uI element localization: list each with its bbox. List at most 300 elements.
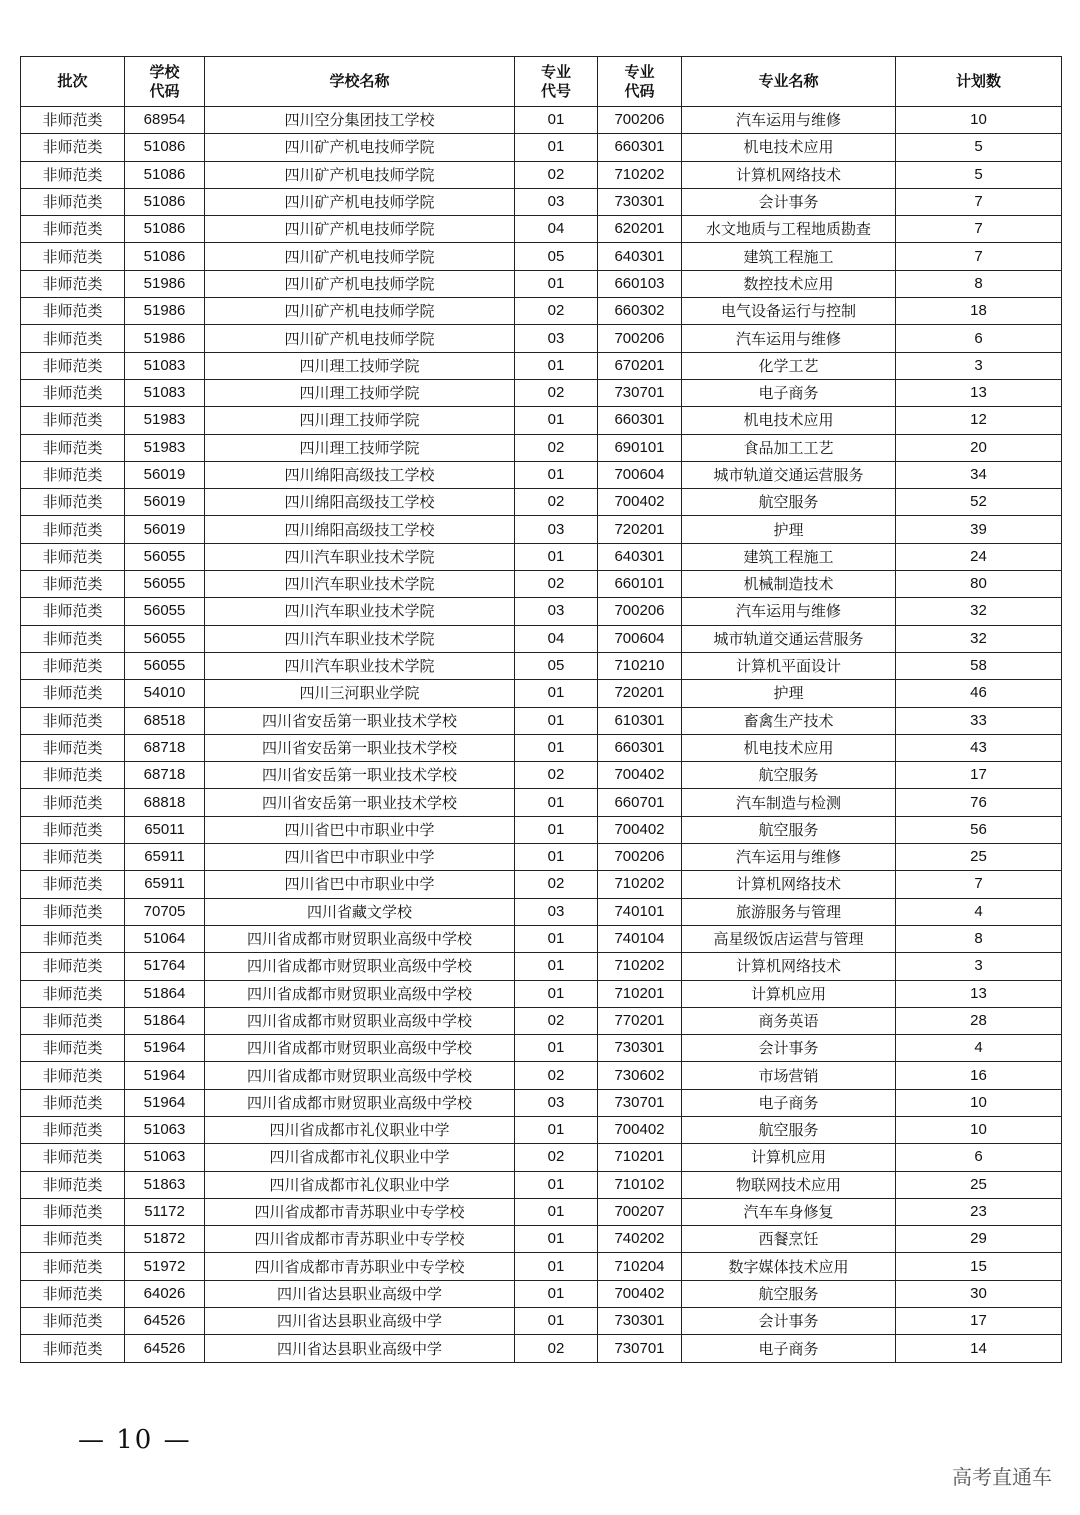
- cell-program-code: 700402: [598, 489, 682, 516]
- header-plan-count: 计划数: [896, 57, 1062, 107]
- cell-program-name: 数字媒体技术应用: [682, 1253, 896, 1280]
- cell-program-name: 护理: [682, 680, 896, 707]
- cell-school-name: 四川省安岳第一职业技术学校: [205, 734, 515, 761]
- cell-program-code: 740202: [598, 1226, 682, 1253]
- cell-batch: 非师范类: [21, 1007, 125, 1034]
- cell-plan-count: 4: [896, 898, 1062, 925]
- cell-plan-count: 32: [896, 625, 1062, 652]
- cell-school-code: 65011: [125, 816, 205, 843]
- cell-program-name: 电气设备运行与控制: [682, 298, 896, 325]
- cell-plan-count: 6: [896, 1144, 1062, 1171]
- cell-school-code: 51864: [125, 980, 205, 1007]
- cell-major-code: 01: [515, 1253, 598, 1280]
- cell-plan-count: 7: [896, 188, 1062, 215]
- cell-batch: 非师范类: [21, 871, 125, 898]
- header-major-code: 专业 代号: [515, 57, 598, 107]
- cell-major-code: 01: [515, 789, 598, 816]
- cell-major-code: 01: [515, 980, 598, 1007]
- cell-program-code: 620201: [598, 216, 682, 243]
- cell-school-name: 四川汽车职业技术学院: [205, 598, 515, 625]
- cell-batch: 非师范类: [21, 461, 125, 488]
- cell-school-name: 四川理工技师学院: [205, 434, 515, 461]
- cell-batch: 非师范类: [21, 407, 125, 434]
- cell-school-code: 68518: [125, 707, 205, 734]
- cell-plan-count: 30: [896, 1280, 1062, 1307]
- cell-program-name: 数控技术应用: [682, 270, 896, 297]
- table-row: [21, 434, 1062, 461]
- table-row: [21, 1116, 1062, 1143]
- cell-program-code: 700604: [598, 461, 682, 488]
- cell-school-code: 51063: [125, 1116, 205, 1143]
- cell-program-code: 640301: [598, 543, 682, 570]
- cell-school-name: 四川三河职业学院: [205, 680, 515, 707]
- cell-batch: 非师范类: [21, 1198, 125, 1225]
- cell-program-code: 610301: [598, 707, 682, 734]
- cell-program-name: 计算机网络技术: [682, 871, 896, 898]
- cell-school-name: 四川绵阳高级技工学校: [205, 489, 515, 516]
- cell-school-name: 四川省成都市青苏职业中专学校: [205, 1226, 515, 1253]
- table-row: [21, 188, 1062, 215]
- table-body: [21, 107, 1062, 1363]
- cell-major-code: 01: [515, 1308, 598, 1335]
- table-row: [21, 461, 1062, 488]
- cell-program-name: 机电技术应用: [682, 407, 896, 434]
- cell-school-name: 四川省成都市财贸职业高级中学校: [205, 1007, 515, 1034]
- table-row: [21, 270, 1062, 297]
- cell-plan-count: 76: [896, 789, 1062, 816]
- cell-school-name: 四川理工技师学院: [205, 407, 515, 434]
- table-row: [21, 379, 1062, 406]
- cell-program-name: 建筑工程施工: [682, 543, 896, 570]
- cell-school-code: 65911: [125, 844, 205, 871]
- cell-batch: 非师范类: [21, 107, 125, 134]
- cell-school-code: 56055: [125, 625, 205, 652]
- header-program-name: 专业名称: [682, 57, 896, 107]
- cell-program-name: 旅游服务与管理: [682, 898, 896, 925]
- cell-plan-count: 20: [896, 434, 1062, 461]
- cell-school-name: 四川矿产机电技师学院: [205, 216, 515, 243]
- cell-plan-count: 12: [896, 407, 1062, 434]
- cell-school-code: 56055: [125, 652, 205, 679]
- cell-school-name: 四川省巴中市职业中学: [205, 816, 515, 843]
- cell-major-code: 01: [515, 1280, 598, 1307]
- cell-batch: 非师范类: [21, 789, 125, 816]
- cell-school-name: 四川省巴中市职业中学: [205, 844, 515, 871]
- cell-program-code: 700207: [598, 1198, 682, 1225]
- cell-batch: 非师范类: [21, 325, 125, 352]
- cell-plan-count: 25: [896, 1171, 1062, 1198]
- cell-plan-count: 3: [896, 953, 1062, 980]
- cell-program-code: 730701: [598, 1335, 682, 1362]
- table-row: [21, 1062, 1062, 1089]
- cell-major-code: 02: [515, 1335, 598, 1362]
- cell-program-name: 高星级饭店运营与管理: [682, 925, 896, 952]
- cell-school-name: 四川矿产机电技师学院: [205, 161, 515, 188]
- cell-batch: 非师范类: [21, 516, 125, 543]
- cell-major-code: 01: [515, 543, 598, 570]
- cell-plan-count: 80: [896, 571, 1062, 598]
- cell-plan-count: 34: [896, 461, 1062, 488]
- cell-plan-count: 56: [896, 816, 1062, 843]
- header-program-code: 专业 代码: [598, 57, 682, 107]
- cell-school-name: 四川省成都市礼仪职业中学: [205, 1171, 515, 1198]
- cell-program-name: 西餐烹饪: [682, 1226, 896, 1253]
- cell-school-code: 51086: [125, 216, 205, 243]
- cell-school-name: 四川汽车职业技术学院: [205, 625, 515, 652]
- cell-batch: 非师范类: [21, 379, 125, 406]
- cell-major-code: 01: [515, 134, 598, 161]
- cell-program-name: 汽车运用与维修: [682, 107, 896, 134]
- table-row: [21, 243, 1062, 270]
- table-row: [21, 1198, 1062, 1225]
- cell-batch: 非师范类: [21, 134, 125, 161]
- cell-school-code: 51964: [125, 1089, 205, 1116]
- table-row: [21, 871, 1062, 898]
- cell-plan-count: 14: [896, 1335, 1062, 1362]
- table-row: [21, 571, 1062, 598]
- cell-batch: 非师范类: [21, 571, 125, 598]
- cell-batch: 非师范类: [21, 270, 125, 297]
- cell-batch: 非师范类: [21, 598, 125, 625]
- cell-program-code: 700402: [598, 1116, 682, 1143]
- cell-program-code: 700604: [598, 625, 682, 652]
- enrollment-plan-table: [20, 56, 1062, 1363]
- cell-program-code: 660701: [598, 789, 682, 816]
- cell-school-code: 51983: [125, 407, 205, 434]
- cell-major-code: 03: [515, 1089, 598, 1116]
- table-row: [21, 1007, 1062, 1034]
- table-row: [21, 1144, 1062, 1171]
- cell-school-code: 56055: [125, 571, 205, 598]
- cell-major-code: 02: [515, 379, 598, 406]
- cell-program-code: 660301: [598, 134, 682, 161]
- cell-plan-count: 16: [896, 1062, 1062, 1089]
- table-row: [21, 953, 1062, 980]
- cell-school-code: 51964: [125, 1062, 205, 1089]
- cell-batch: 非师范类: [21, 243, 125, 270]
- cell-school-code: 51086: [125, 243, 205, 270]
- cell-major-code: 04: [515, 625, 598, 652]
- cell-program-name: 计算机平面设计: [682, 652, 896, 679]
- cell-school-name: 四川省成都市青苏职业中专学校: [205, 1198, 515, 1225]
- cell-school-code: 51083: [125, 379, 205, 406]
- cell-program-name: 会计事务: [682, 188, 896, 215]
- cell-program-name: 食品加工工艺: [682, 434, 896, 461]
- cell-school-name: 四川矿产机电技师学院: [205, 243, 515, 270]
- cell-school-name: 四川省成都市财贸职业高级中学校: [205, 953, 515, 980]
- cell-major-code: 01: [515, 734, 598, 761]
- cell-school-code: 51986: [125, 270, 205, 297]
- cell-major-code: 01: [515, 953, 598, 980]
- cell-plan-count: 46: [896, 680, 1062, 707]
- table-row: [21, 598, 1062, 625]
- cell-school-name: 四川汽车职业技术学院: [205, 652, 515, 679]
- cell-plan-count: 7: [896, 871, 1062, 898]
- cell-major-code: 01: [515, 707, 598, 734]
- cell-plan-count: 33: [896, 707, 1062, 734]
- cell-program-code: 710202: [598, 953, 682, 980]
- table-row: [21, 107, 1062, 134]
- cell-school-code: 51086: [125, 134, 205, 161]
- cell-major-code: 01: [515, 1116, 598, 1143]
- cell-school-code: 68718: [125, 734, 205, 761]
- cell-program-name: 航空服务: [682, 1116, 896, 1143]
- table-row: [21, 161, 1062, 188]
- cell-school-name: 四川矿产机电技师学院: [205, 325, 515, 352]
- cell-program-name: 汽车车身修复: [682, 1198, 896, 1225]
- cell-plan-count: 10: [896, 1116, 1062, 1143]
- cell-plan-count: 5: [896, 161, 1062, 188]
- cell-plan-count: 5: [896, 134, 1062, 161]
- cell-plan-count: 32: [896, 598, 1062, 625]
- cell-program-name: 汽车运用与维修: [682, 844, 896, 871]
- cell-plan-count: 15: [896, 1253, 1062, 1280]
- cell-program-code: 660103: [598, 270, 682, 297]
- cell-program-code: 730301: [598, 188, 682, 215]
- cell-major-code: 04: [515, 216, 598, 243]
- cell-program-code: 660301: [598, 407, 682, 434]
- table-row: [21, 816, 1062, 843]
- cell-batch: 非师范类: [21, 188, 125, 215]
- cell-major-code: 01: [515, 1226, 598, 1253]
- cell-plan-count: 7: [896, 243, 1062, 270]
- cell-major-code: 02: [515, 871, 598, 898]
- cell-major-code: 01: [515, 461, 598, 488]
- cell-program-name: 计算机网络技术: [682, 161, 896, 188]
- cell-plan-count: 7: [896, 216, 1062, 243]
- table-row: [21, 407, 1062, 434]
- cell-school-code: 56055: [125, 598, 205, 625]
- cell-school-code: 51086: [125, 161, 205, 188]
- cell-plan-count: 8: [896, 925, 1062, 952]
- cell-plan-count: 17: [896, 1308, 1062, 1335]
- cell-school-name: 四川矿产机电技师学院: [205, 270, 515, 297]
- cell-school-code: 51986: [125, 298, 205, 325]
- cell-program-name: 机电技术应用: [682, 134, 896, 161]
- cell-plan-count: 23: [896, 1198, 1062, 1225]
- cell-plan-count: 6: [896, 325, 1062, 352]
- table-row: [21, 789, 1062, 816]
- cell-major-code: 03: [515, 325, 598, 352]
- cell-program-code: 710210: [598, 652, 682, 679]
- cell-major-code: 03: [515, 598, 598, 625]
- cell-school-code: 51964: [125, 1035, 205, 1062]
- table-row: [21, 489, 1062, 516]
- cell-program-code: 740101: [598, 898, 682, 925]
- cell-school-code: 68718: [125, 762, 205, 789]
- table-row: [21, 925, 1062, 952]
- cell-program-name: 物联网技术应用: [682, 1171, 896, 1198]
- cell-major-code: 01: [515, 1171, 598, 1198]
- cell-program-code: 700206: [598, 107, 682, 134]
- header-batch: 批次: [21, 57, 125, 107]
- cell-school-name: 四川理工技师学院: [205, 352, 515, 379]
- cell-school-name: 四川省成都市财贸职业高级中学校: [205, 1062, 515, 1089]
- cell-program-code: 730701: [598, 379, 682, 406]
- cell-batch: 非师范类: [21, 1253, 125, 1280]
- cell-program-code: 720201: [598, 516, 682, 543]
- cell-batch: 非师范类: [21, 1171, 125, 1198]
- table-row: [21, 1089, 1062, 1116]
- watermark: 高考直通车: [952, 1465, 1052, 1489]
- cell-batch: 非师范类: [21, 762, 125, 789]
- cell-school-name: 四川矿产机电技师学院: [205, 134, 515, 161]
- cell-program-code: 700206: [598, 844, 682, 871]
- cell-school-name: 四川理工技师学院: [205, 379, 515, 406]
- cell-school-code: 56019: [125, 516, 205, 543]
- table-row: [21, 1035, 1062, 1062]
- cell-program-name: 汽车制造与检测: [682, 789, 896, 816]
- table-row: [21, 844, 1062, 871]
- table-row: [21, 1253, 1062, 1280]
- cell-major-code: 03: [515, 898, 598, 925]
- cell-program-code: 690101: [598, 434, 682, 461]
- cell-major-code: 02: [515, 1007, 598, 1034]
- cell-program-name: 汽车运用与维修: [682, 598, 896, 625]
- cell-plan-count: 39: [896, 516, 1062, 543]
- cell-school-code: 51083: [125, 352, 205, 379]
- table-row: [21, 625, 1062, 652]
- table-row: [21, 1226, 1062, 1253]
- cell-school-name: 四川省巴中市职业中学: [205, 871, 515, 898]
- cell-program-name: 计算机应用: [682, 1144, 896, 1171]
- cell-batch: 非师范类: [21, 925, 125, 952]
- cell-batch: 非师范类: [21, 1280, 125, 1307]
- cell-batch: 非师范类: [21, 543, 125, 570]
- cell-batch: 非师范类: [21, 1062, 125, 1089]
- cell-program-code: 770201: [598, 1007, 682, 1034]
- cell-plan-count: 17: [896, 762, 1062, 789]
- cell-program-name: 建筑工程施工: [682, 243, 896, 270]
- cell-school-name: 四川省成都市财贸职业高级中学校: [205, 925, 515, 952]
- cell-major-code: 01: [515, 844, 598, 871]
- cell-program-code: 710201: [598, 980, 682, 1007]
- cell-program-name: 市场营销: [682, 1062, 896, 1089]
- cell-major-code: 01: [515, 680, 598, 707]
- cell-major-code: 02: [515, 489, 598, 516]
- cell-program-code: 710202: [598, 871, 682, 898]
- cell-major-code: 02: [515, 434, 598, 461]
- cell-program-code: 720201: [598, 680, 682, 707]
- header-school-name: 学校名称: [205, 57, 515, 107]
- cell-school-code: 56019: [125, 461, 205, 488]
- cell-batch: 非师范类: [21, 1144, 125, 1171]
- cell-batch: 非师范类: [21, 652, 125, 679]
- cell-plan-count: 4: [896, 1035, 1062, 1062]
- cell-major-code: 01: [515, 1035, 598, 1062]
- cell-program-code: 710204: [598, 1253, 682, 1280]
- cell-batch: 非师范类: [21, 1089, 125, 1116]
- cell-school-name: 四川汽车职业技术学院: [205, 571, 515, 598]
- cell-program-name: 电子商务: [682, 1089, 896, 1116]
- table-row: [21, 543, 1062, 570]
- page-number: — 10 —: [78, 1425, 192, 1455]
- cell-program-name: 航空服务: [682, 816, 896, 843]
- cell-school-name: 四川省成都市礼仪职业中学: [205, 1116, 515, 1143]
- cell-batch: 非师范类: [21, 489, 125, 516]
- cell-program-name: 会计事务: [682, 1035, 896, 1062]
- table-row: [21, 680, 1062, 707]
- cell-program-code: 730301: [598, 1308, 682, 1335]
- cell-program-code: 730301: [598, 1035, 682, 1062]
- cell-batch: 非师范类: [21, 352, 125, 379]
- cell-batch: 非师范类: [21, 980, 125, 1007]
- cell-plan-count: 10: [896, 1089, 1062, 1116]
- cell-plan-count: 24: [896, 543, 1062, 570]
- cell-major-code: 02: [515, 298, 598, 325]
- cell-major-code: 01: [515, 407, 598, 434]
- table-row: [21, 652, 1062, 679]
- cell-major-code: 03: [515, 516, 598, 543]
- cell-school-code: 51983: [125, 434, 205, 461]
- cell-batch: 非师范类: [21, 161, 125, 188]
- cell-school-code: 51064: [125, 925, 205, 952]
- cell-school-code: 64526: [125, 1308, 205, 1335]
- cell-program-code: 660302: [598, 298, 682, 325]
- cell-major-code: 05: [515, 243, 598, 270]
- cell-major-code: 02: [515, 1062, 598, 1089]
- cell-school-code: 51986: [125, 325, 205, 352]
- cell-major-code: 05: [515, 652, 598, 679]
- cell-program-name: 机电技术应用: [682, 734, 896, 761]
- table-row: [21, 1335, 1062, 1362]
- cell-batch: 非师范类: [21, 844, 125, 871]
- table-row: [21, 898, 1062, 925]
- cell-program-code: 660101: [598, 571, 682, 598]
- cell-school-name: 四川省安岳第一职业技术学校: [205, 707, 515, 734]
- cell-school-code: 56055: [125, 543, 205, 570]
- cell-program-name: 水文地质与工程地质勘查: [682, 216, 896, 243]
- cell-program-name: 航空服务: [682, 489, 896, 516]
- cell-major-code: 01: [515, 925, 598, 952]
- cell-program-code: 700206: [598, 325, 682, 352]
- table-row: [21, 352, 1062, 379]
- cell-batch: 非师范类: [21, 1116, 125, 1143]
- cell-program-code: 700402: [598, 762, 682, 789]
- cell-major-code: 02: [515, 1144, 598, 1171]
- cell-school-name: 四川矿产机电技师学院: [205, 188, 515, 215]
- cell-school-name: 四川省达县职业高级中学: [205, 1308, 515, 1335]
- cell-program-name: 计算机应用: [682, 980, 896, 1007]
- cell-school-code: 51863: [125, 1171, 205, 1198]
- cell-major-code: 01: [515, 270, 598, 297]
- table-row: [21, 1171, 1062, 1198]
- cell-batch: 非师范类: [21, 734, 125, 761]
- cell-program-name: 计算机网络技术: [682, 953, 896, 980]
- cell-plan-count: 29: [896, 1226, 1062, 1253]
- cell-batch: 非师范类: [21, 298, 125, 325]
- table-row: [21, 980, 1062, 1007]
- cell-program-name: 电子商务: [682, 379, 896, 406]
- cell-major-code: 01: [515, 1198, 598, 1225]
- table-header: [21, 57, 1062, 107]
- cell-program-code: 710201: [598, 1144, 682, 1171]
- cell-program-name: 电子商务: [682, 1335, 896, 1362]
- cell-school-code: 51972: [125, 1253, 205, 1280]
- cell-program-code: 730701: [598, 1089, 682, 1116]
- cell-program-name: 城市轨道交通运营服务: [682, 625, 896, 652]
- table-row: [21, 298, 1062, 325]
- cell-batch: 非师范类: [21, 625, 125, 652]
- cell-school-code: 65911: [125, 871, 205, 898]
- cell-plan-count: 28: [896, 1007, 1062, 1034]
- cell-major-code: 02: [515, 762, 598, 789]
- cell-school-name: 四川省达县职业高级中学: [205, 1335, 515, 1362]
- table-row: [21, 762, 1062, 789]
- cell-school-code: 51086: [125, 188, 205, 215]
- cell-plan-count: 43: [896, 734, 1062, 761]
- cell-batch: 非师范类: [21, 898, 125, 925]
